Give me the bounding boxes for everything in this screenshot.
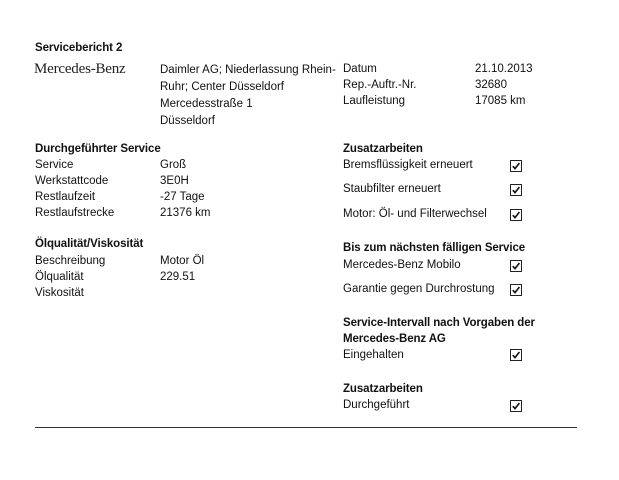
- address-line: Ruhr; Center Düsseldorf: [160, 81, 284, 93]
- address-line: Mercedesstraße 1: [160, 98, 253, 110]
- mercedes-benz-logo: Mercedes-Benz: [34, 61, 126, 77]
- restlaufstrecke-label: Restlaufstrecke: [35, 207, 115, 219]
- oelqualitaet-label: Ölqualität: [35, 271, 84, 283]
- laufleistung-label: Laufleistung: [343, 95, 406, 107]
- datum-label: Datum: [343, 63, 377, 75]
- checkmark-icon: [511, 261, 521, 271]
- restlaufstrecke-value: 21376 km: [160, 207, 211, 219]
- address-line: Daimler AG; Niederlassung Rhein-: [160, 64, 336, 76]
- staubfilter-checkbox[interactable]: [510, 184, 522, 196]
- oelwechsel-label: Motor: Öl- und Filterwechsel: [343, 208, 487, 220]
- checkmark-icon: [511, 285, 521, 295]
- viskositaet-label: Viskosität: [35, 287, 85, 299]
- bremsfluessigkeit-checkbox[interactable]: [510, 160, 522, 172]
- durchgefuehrt-label: Durchgeführt: [343, 399, 410, 411]
- beschreibung-value: Motor Öl: [160, 255, 205, 267]
- restlaufzeit-value: -27 Tage: [160, 191, 205, 203]
- bottom-divider: [35, 427, 577, 428]
- checkmark-icon: [511, 401, 521, 411]
- checkmark-icon: [511, 210, 521, 220]
- report-title: Servicebericht 2: [35, 42, 123, 54]
- address-line: Düsseldorf: [160, 115, 215, 127]
- werkstattcode-value: 3E0H: [160, 175, 189, 187]
- laufleistung-value: 17085 km: [475, 95, 526, 107]
- rep-auftr-label: Rep.-Auftr.-Nr.: [343, 79, 417, 91]
- durchrostung-checkbox[interactable]: [510, 284, 522, 296]
- interval-heading-line2: Mercedes-Benz AG: [343, 333, 446, 345]
- durchrostung-label: Garantie gegen Durchrostung: [343, 283, 495, 295]
- rep-auftr-value: 32680: [475, 79, 507, 91]
- datum-value: 21.10.2013: [475, 63, 533, 75]
- checkmark-icon: [511, 350, 521, 360]
- dealer-address: [160, 62, 336, 130]
- service-value: Groß: [160, 159, 187, 171]
- restlaufzeit-label: Restlaufzeit: [35, 191, 96, 203]
- zusatzarbeiten-heading: Zusatzarbeiten: [343, 143, 423, 155]
- service-label: Service: [35, 159, 74, 171]
- mobilo-checkbox[interactable]: [510, 260, 522, 272]
- mobilo-label: Mercedes-Benz Mobilo: [343, 259, 461, 271]
- durchgefuehrt-checkbox[interactable]: [510, 400, 522, 412]
- eingehalten-checkbox[interactable]: [510, 349, 522, 361]
- oil-heading: Ölqualität/Viskosität: [35, 238, 144, 250]
- oelqualitaet-value: 229.51: [160, 271, 196, 283]
- zusatzarbeiten2-heading: Zusatzarbeiten: [343, 383, 423, 395]
- checkmark-icon: [511, 161, 521, 171]
- werkstattcode-label: Werkstattcode: [35, 175, 109, 187]
- oelwechsel-checkbox[interactable]: [510, 209, 522, 221]
- beschreibung-label: Beschreibung: [35, 255, 106, 267]
- checkmark-icon: [511, 185, 521, 195]
- interval-heading-line1: Service-Intervall nach Vorgaben der: [343, 317, 535, 329]
- service-heading: Durchgeführter Service: [35, 143, 161, 155]
- bremsfluessigkeit-label: Bremsflüssigkeit erneuert: [343, 159, 473, 171]
- staubfilter-label: Staubfilter erneuert: [343, 183, 441, 195]
- eingehalten-label: Eingehalten: [343, 349, 404, 361]
- next-service-heading: Bis zum nächsten fälligen Service: [343, 242, 526, 254]
